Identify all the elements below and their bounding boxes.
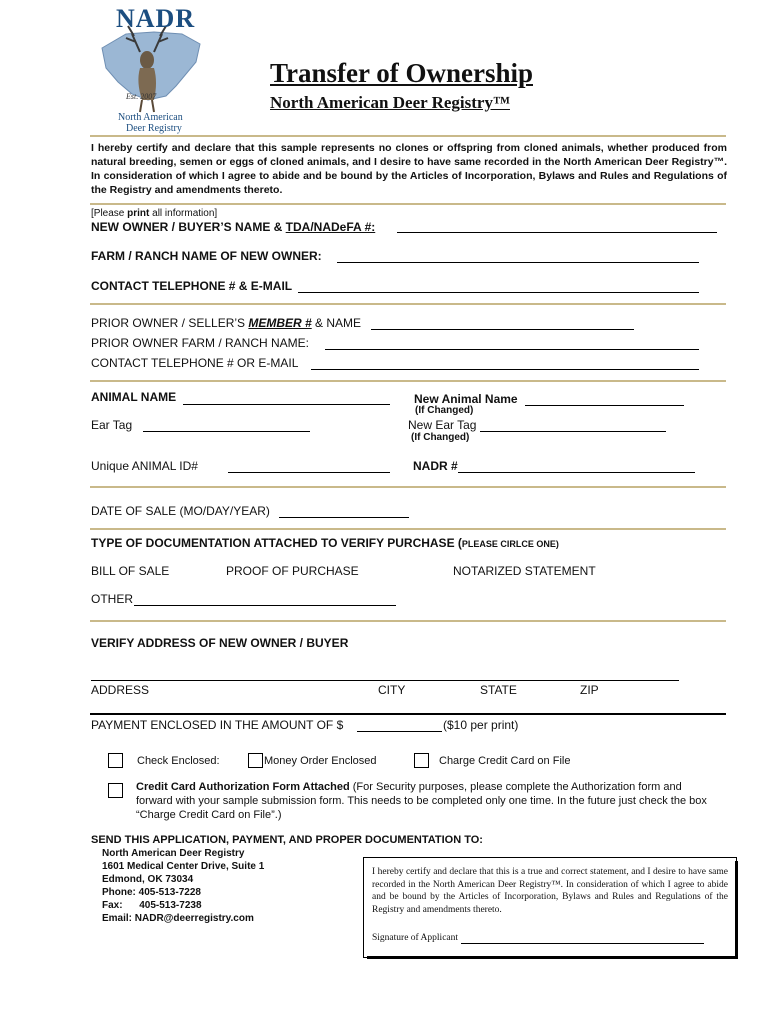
- if-changed-note-1: (If Changed): [415, 405, 474, 416]
- certification-text: I hereby certify and declare that this sample represents no clones or offspring from cloned animals, whether produced from natural breeding, semen or eggs of cloned animals, and I desire to have same recorded in the North American Deer Registry™. In consideration of which I agree to abide and be bound by the Articles of Incorporation, Bylaws and Rules and Regulations of the Registry and amendments thereto.: [91, 142, 727, 196]
- money-order-checkbox[interactable]: [248, 753, 263, 768]
- address-heading: VERIFY ADDRESS OF NEW OWNER / BUYER: [91, 636, 349, 650]
- zip-label: ZIP: [580, 683, 599, 697]
- check-enclosed-checkbox[interactable]: [108, 753, 123, 768]
- logo-name-line2: Deer Registry: [126, 123, 182, 134]
- money-order-label: Money Order Enclosed: [264, 755, 377, 767]
- date-of-sale-field[interactable]: [279, 503, 409, 518]
- new-owner-contact-label: CONTACT TELEPHONE # & E-MAIL: [91, 279, 293, 293]
- new-ear-tag-field[interactable]: [480, 417, 666, 432]
- print-note-close: all information]: [149, 208, 218, 219]
- logo-acronym: NADR: [116, 4, 196, 33]
- if-changed-note-2: (If Changed): [411, 432, 470, 443]
- doc-option-bill-of-sale[interactable]: BILL OF SALE: [91, 564, 170, 578]
- address-street: 1601 Medical Center Drive, Suite 1: [102, 861, 265, 872]
- payment-amount-field[interactable]: [357, 717, 442, 732]
- credit-card-label: Charge Credit Card on File: [439, 755, 571, 767]
- new-animal-name-label: New Animal Name: [414, 392, 518, 406]
- logo-established: Est. 2007: [126, 92, 157, 101]
- prior-owner-member-row: [91, 316, 361, 330]
- ear-tag-field[interactable]: [143, 417, 310, 432]
- nadr-number-label: NADR #: [413, 459, 458, 473]
- doc-option-proof-of-purchase[interactable]: PROOF OF PURCHASE: [226, 564, 359, 578]
- cc-auth-checkbox[interactable]: [108, 783, 123, 798]
- new-owner-name-label: NEW OWNER / BUYER’S NAME &: [91, 220, 286, 234]
- payment-amount-label: PAYMENT ENCLOSED IN THE AMOUNT OF $: [91, 718, 344, 732]
- unique-animal-id-label: Unique ANIMAL ID#: [91, 459, 198, 473]
- prior-owner-member-field[interactable]: [371, 315, 634, 330]
- print-note-bold: print: [127, 208, 150, 219]
- new-ear-tag-label: New Ear Tag: [408, 418, 477, 432]
- documentation-divider: [90, 620, 726, 622]
- certification-divider: [90, 203, 726, 205]
- credit-card-checkbox[interactable]: [414, 753, 429, 768]
- address-fax: Fax: 405-513-7238: [102, 900, 202, 911]
- farm-name-field[interactable]: [337, 248, 699, 263]
- animal-divider: [90, 486, 726, 488]
- documentation-heading-text: TYPE OF DOCUMENTATION ATTACHED TO VERIFY PURCHASE (: [91, 536, 462, 550]
- statement-text: I hereby certify and declare that this is a true and correct statement, and I desire to have same recorded in the North American Deer Registry™. In consideration of which I agree to abide and be bound by the Articles of Incorporation, Bylaws and Rules and Regulations of the Registry and amendments thereto.: [372, 867, 728, 915]
- print-note-open: [Please: [91, 208, 128, 219]
- print-note: [91, 208, 217, 219]
- city-label: CITY: [378, 683, 406, 697]
- other-label: OTHER: [91, 592, 133, 606]
- check-enclosed-label: Check Enclosed:: [137, 755, 220, 767]
- cc-auth-bold: Credit Card Authorization Form Attached: [136, 781, 350, 793]
- page-title: Transfer of Ownership: [270, 58, 533, 88]
- nadr-number-field[interactable]: [458, 458, 695, 473]
- box-shadow-edge: [735, 861, 738, 959]
- farm-name-label: FARM / RANCH NAME OF NEW OWNER:: [91, 249, 322, 263]
- prior-owner-farm-label: PRIOR OWNER FARM / RANCH NAME:: [91, 336, 310, 350]
- date-of-sale-label: DATE OF SALE (MO/DAY/YEAR): [91, 504, 270, 518]
- prior-owner-name-label: & NAME: [311, 316, 362, 330]
- tda-nadefa-label: TDA/NADeFA #:: [285, 220, 376, 234]
- ear-tag-label: Ear Tag: [91, 418, 133, 432]
- sale-divider: [90, 528, 726, 530]
- prior-owner-divider: [90, 380, 726, 382]
- doc-option-notarized-statement[interactable]: NOTARIZED STATEMENT: [453, 564, 596, 578]
- signature-label: Signature of Applicant: [372, 933, 459, 943]
- logo-name-line1: North American: [118, 112, 183, 123]
- cc-auth-text: [136, 780, 712, 822]
- address-field[interactable]: [91, 666, 679, 681]
- documentation-heading: [91, 536, 559, 550]
- animal-name-field[interactable]: [183, 390, 390, 405]
- state-label: STATE: [480, 683, 517, 697]
- prior-owner-contact-label: CONTACT TELEPHONE # OR E-MAIL: [91, 356, 299, 370]
- new-owner-divider: [90, 303, 726, 305]
- new-owner-name-field[interactable]: [397, 218, 717, 233]
- new-animal-name-field[interactable]: [525, 391, 684, 406]
- prior-owner-label: PRIOR OWNER / SELLER’S: [91, 316, 249, 330]
- unique-animal-id-field[interactable]: [228, 458, 390, 473]
- signature-field[interactable]: [461, 932, 704, 944]
- other-field[interactable]: [134, 591, 396, 606]
- address-email[interactable]: Email: NADR@deerregistry.com: [102, 913, 254, 924]
- address-org: North American Deer Registry: [102, 848, 245, 859]
- header-divider: [90, 135, 726, 137]
- send-to-heading: SEND THIS APPLICATION, PAYMENT, AND PROPER DOCUMENTATION TO:: [91, 834, 483, 846]
- animal-name-label: ANIMAL NAME: [91, 390, 177, 404]
- address-label: ADDRESS: [91, 683, 150, 697]
- page-subtitle: North American Deer Registry™: [270, 93, 510, 112]
- member-number-label: MEMBER #: [248, 316, 312, 330]
- address-city: Edmond, OK 73034: [102, 874, 194, 885]
- payment-note: ($10 per print): [443, 718, 519, 732]
- circle-one-note: PLEASE CIRLCE ONE): [461, 539, 559, 549]
- prior-owner-contact-field[interactable]: [311, 355, 699, 370]
- address-divider: [90, 713, 726, 715]
- prior-owner-farm-field[interactable]: [325, 335, 699, 350]
- address-phone: Phone: 405-513-7228: [102, 887, 201, 898]
- cc-auth-instructions: (For Security purposes, please complete the Authorization form and forward with your sample submission form. This needs to be completed only one time. In the future just check the box “Charge Credit Card on File”.): [136, 781, 707, 821]
- nadr-logo: [96, 4, 208, 136]
- new-owner-contact-field[interactable]: [298, 278, 699, 293]
- mailing-address: [102, 847, 264, 925]
- new-owner-name-row: [91, 220, 375, 234]
- box-shadow-bottom: [367, 956, 738, 959]
